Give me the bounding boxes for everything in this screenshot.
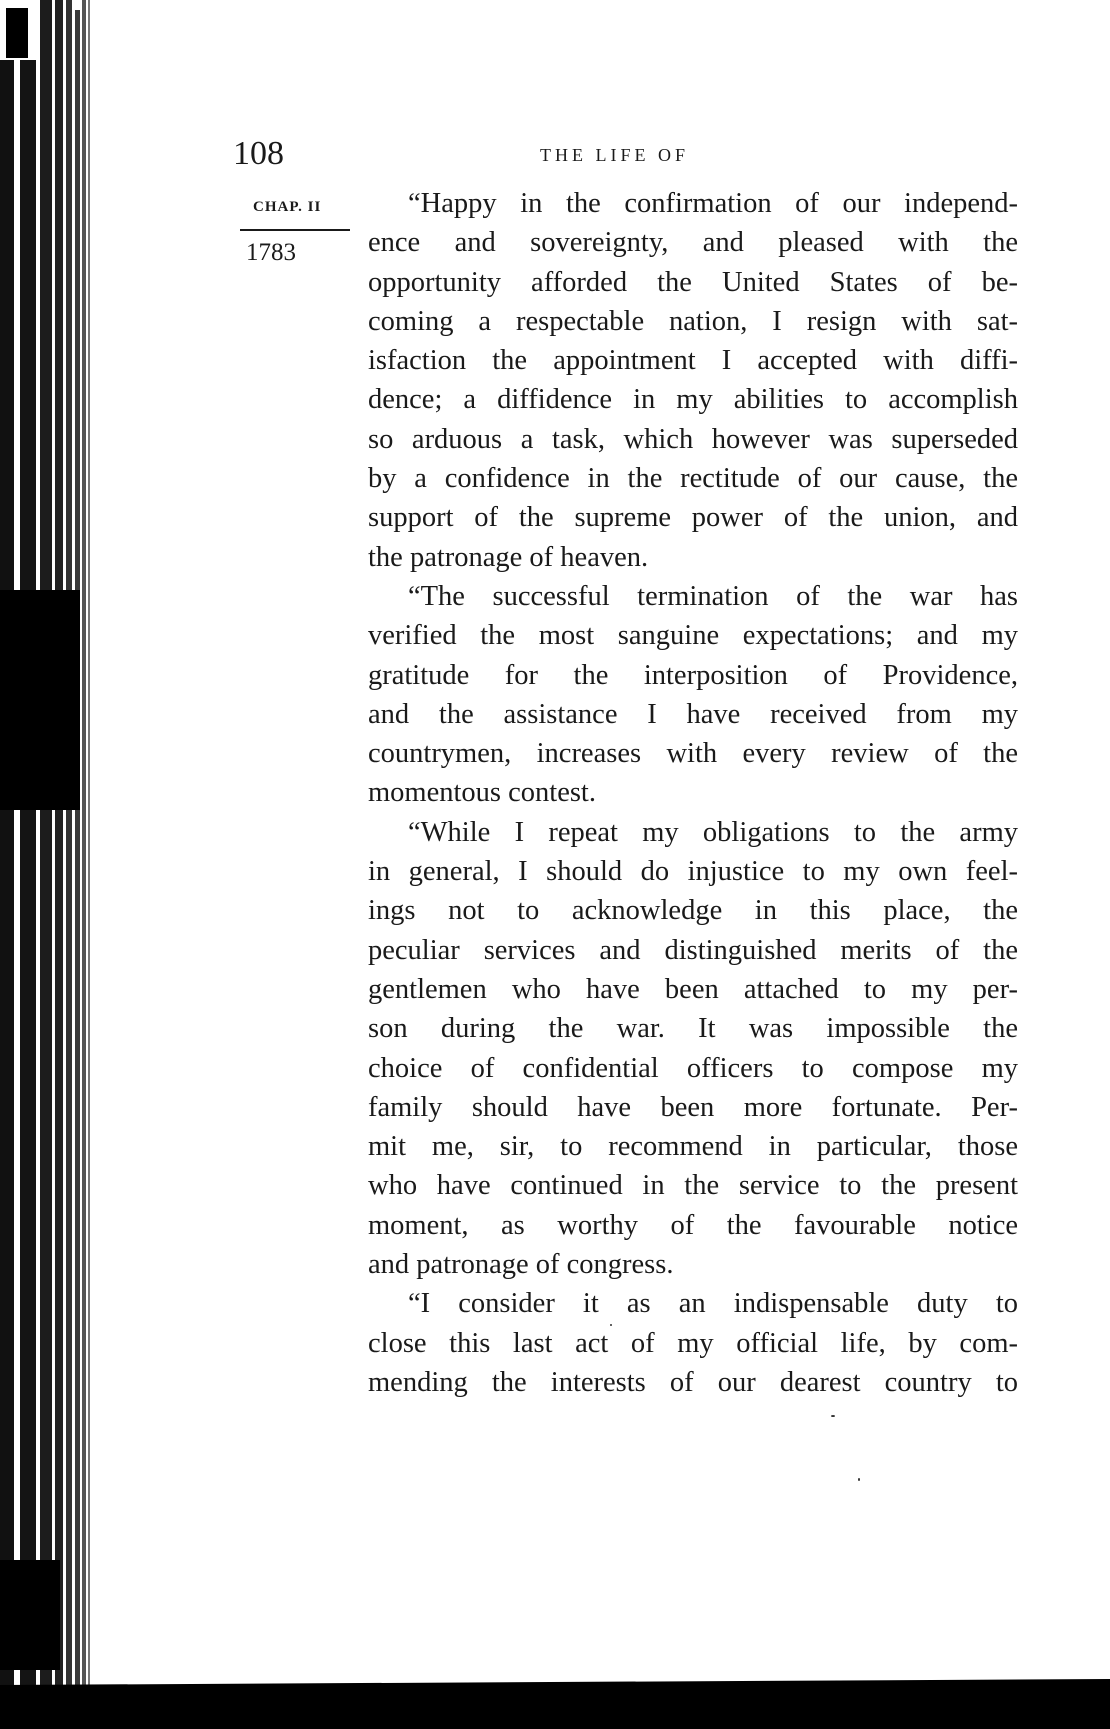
text-line: “Happy in the confirmation of our independ-: [408, 188, 1018, 219]
text-line: mit me, sir, to recommend in particular, those: [368, 1131, 1018, 1163]
text-line: “I consider it as an indispensable duty to: [408, 1288, 1018, 1320]
text-line: and the assistance I have received from my: [368, 698, 1018, 730]
body-text: [368, 184, 1018, 1402]
text-line: coming a respectable nation, I resign with sat-: [368, 305, 1018, 337]
text-line: family should have been more fortunate. Per-: [368, 1091, 1018, 1123]
text-line: in general, I should do injustice to my own feel-: [368, 856, 1018, 888]
paragraph: [368, 813, 1018, 1285]
text-line: moment, as worthy of the favourable notice: [368, 1209, 1018, 1241]
text-line: gentlemen who have been attached to my per-: [368, 973, 1018, 1005]
paragraph: [368, 577, 1018, 813]
text-line: peculiar services and distinguished merits of the: [368, 934, 1018, 966]
text-line: mending the interests of our dearest country to: [368, 1366, 1018, 1398]
margin-year: 1783: [246, 239, 296, 266]
scan-speck: [831, 1415, 835, 1417]
scan-speck: [610, 1324, 612, 1326]
text-line: ence and sovereignty, and pleased with the: [368, 227, 1018, 259]
paragraph: [368, 184, 1018, 577]
text-line: isfaction the appointment I accepted with diffi-: [368, 345, 1018, 377]
text-line: support of the supreme power of the union, and: [368, 502, 1018, 534]
paragraph: [368, 1284, 1018, 1402]
text-line: son during the war. It was impossible the: [368, 1013, 1018, 1045]
text-line: “The successful termination of the war has: [408, 580, 1018, 612]
text-line: who have continued in the service to the present: [368, 1170, 1018, 1202]
text-line: so arduous a task, which however was superseded: [368, 423, 1018, 455]
text-line: by a confidence in the rectitude of our cause, the: [368, 463, 1018, 495]
text-line: opportunity afforded the United States of be-: [368, 266, 1018, 298]
margin-chapter-label: CHAP. II: [253, 199, 322, 215]
text-line: choice of confidential officers to compose my: [368, 1052, 1018, 1084]
text-line: verified the most sanguine expectations; and my: [368, 620, 1018, 652]
scan-speck: [858, 1478, 860, 1481]
text-line: momentous contest.: [368, 777, 596, 809]
running-head: THE LIFE OF: [540, 145, 689, 165]
text-line: ings not to acknowledge in this place, the: [368, 895, 1018, 927]
text-line: gratitude for the interposition of Providence,: [368, 659, 1018, 691]
scanned-bottom-edge: [0, 1665, 1110, 1729]
text-line: close this last act of my official life, by com-: [368, 1327, 1018, 1359]
text-line: “While I repeat my obligations to the army: [408, 816, 1018, 848]
margin-rule: [240, 229, 350, 231]
text-line: dence; a diffidence in my abilities to accomplish: [368, 384, 1018, 416]
text-line: the patronage of heaven.: [368, 541, 649, 573]
scanned-binding-gutter: [0, 0, 96, 1729]
text-line: countrymen, increases with every review of the: [368, 738, 1018, 770]
text-line: and patronage of congress.: [368, 1249, 674, 1281]
page-number: 108: [233, 135, 284, 172]
